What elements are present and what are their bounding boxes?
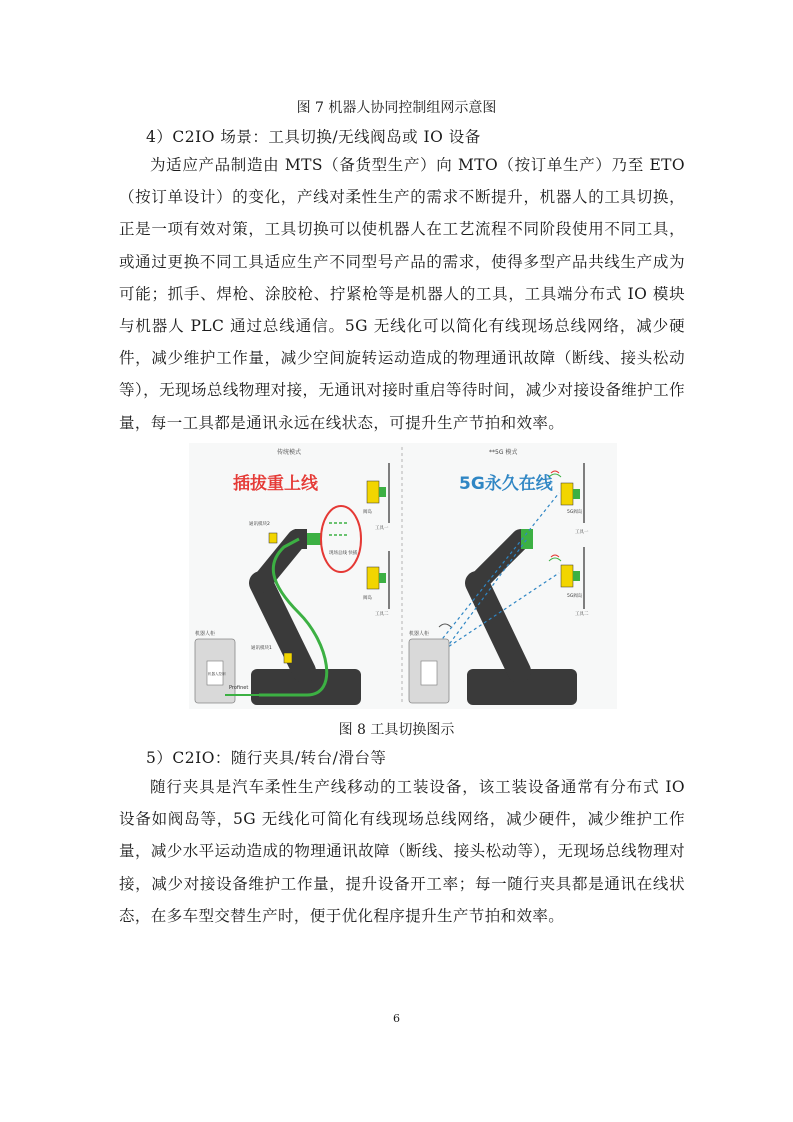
valve-island-left-2 <box>367 567 379 589</box>
figure-8-tool-switching <box>189 443 617 709</box>
left-banner: 插拔重上线 <box>233 474 318 494</box>
robot-cabinet-label-right: 机器人柜 <box>409 631 430 637</box>
valve-island-left-1 <box>367 481 379 503</box>
section-4-heading: 4）C2IO 场景：工具切换/无线阀岛或 IO 设备 <box>146 128 481 146</box>
valve-5g-1-label: 5G阀岛 <box>567 510 583 515</box>
figure-8-caption: 图 8 工具切换图示 <box>338 722 455 738</box>
profinet-label: Profinet <box>229 685 249 691</box>
comm-module-2-box <box>269 533 277 543</box>
page-number: 6 <box>393 1012 400 1025</box>
tool-1-label-right: 工具一 <box>575 530 589 535</box>
valve-left-2-label: 阀岛 <box>363 596 372 601</box>
valve-5g-1 <box>561 483 573 505</box>
valve-5g-2 <box>561 565 573 587</box>
right-title: **5G 模式 <box>489 449 518 456</box>
left-title: 传统模式 <box>277 449 302 456</box>
section-5-paragraph: 随行夹具是汽车柔性生产线移动的工装设备，该工装设备通常有分布式 IO 设备如阀岛等，5G 无线化可简化有线现场总线网络，减少硬件，减少维护工作量，减少水平运动造成的物理通讯故障（断线、接头松动等），无现场总线物理对接，减少对接设备维护工作量，提升设备开工率；每一随行夹具都是通讯在线状态，在多车型交替生产时，便于优化程序提升生产节拍和效率。 <box>119 778 685 925</box>
figure-7-caption: 图 7 机器人协同控制组网示意图 <box>296 100 497 116</box>
valve-green-left-1 <box>379 487 386 497</box>
dashed-note: 现场总线 快插 <box>329 551 358 556</box>
valve-5g-green-1 <box>573 489 580 499</box>
right-banner: 5G永久在线 <box>459 474 553 494</box>
cabinet-inner-label: 机器人控制 <box>208 672 226 676</box>
tool-connector-left <box>307 533 321 545</box>
valve-5g-green-2 <box>573 571 580 581</box>
comm-module-1-label: 通讯模块1 <box>251 646 272 651</box>
tool-2-label-right: 工具二 <box>575 612 589 617</box>
comm-module-2-label: 通讯模块2 <box>249 522 270 527</box>
valve-green-left-2 <box>379 573 386 583</box>
section-5-heading: 5）C2IO：随行夹具/转台/滑台等 <box>146 749 387 767</box>
valve-left-1-label: 阀岛 <box>363 510 372 515</box>
comm-module-1-box <box>284 653 292 663</box>
section-4-paragraph: 为适应产品制造由 MTS（备货型生产）向 MTO（按订单生产）乃至 ETO（按订单设计）的变化，产线对柔性生产的需求不断提升，机器人的工具切换，正是一项有效对策，工具切换可以使机器人在工艺流程不同阶段使用不同工具，或通过更换不同工具适应生产不同型号产品的需求，使得多型产品共线生产成为可能；抓手、焊枪、涂胶枪、拧紧枪等是机器人的工具，工具端分布式 IO 模块与机器人 PLC 通过总线通信。5G 无线化可以简化有线现场总线网络，减少硬件，减少维护工作量，减少空间旋转运动造成的物理通讯故障（断线、接头松动等），无现场总线物理对接，无通讯对接时重启等待时间，减少对接设备维护工作量，每一工具都是通讯永远在线状态，可提升生产节拍和效率。 <box>119 156 685 432</box>
tool-2-label-left: 工具二 <box>375 612 389 617</box>
robot-cabinet-label-left: 机器人柜 <box>195 631 216 637</box>
tool-1-label-left: 工具一 <box>375 526 389 531</box>
valve-5g-2-label: 5G阀岛 <box>567 594 583 599</box>
cabinet-controller-right <box>421 661 437 685</box>
figure-8-diagram <box>189 443 617 709</box>
